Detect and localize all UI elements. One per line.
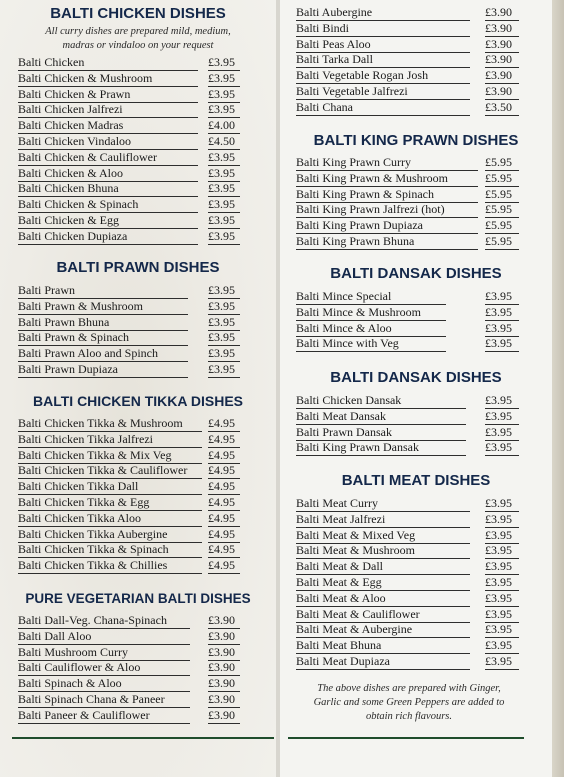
menu-item <box>0 708 276 724</box>
menu-item-name: Balti Chana <box>296 100 470 116</box>
menu-item-name: Balti Meat & Dall <box>296 559 470 575</box>
menu-item-name: Balti Chicken Bhuna <box>18 181 198 197</box>
menu-item <box>280 638 552 654</box>
menu-item-name: Balti Prawn <box>18 283 188 299</box>
section-title: BALTI DANSAK DISHES <box>330 369 502 386</box>
menu-item-price: £4.95 <box>208 416 240 432</box>
bottom-rule <box>288 737 524 739</box>
menu-item-price: £4.95 <box>208 479 240 495</box>
menu-item-name: Balti Meat & Mushroom <box>296 543 470 559</box>
bottom-rule <box>12 737 274 739</box>
menu-item-price: £3.95 <box>208 55 240 71</box>
menu-item-name: Balti Meat & Mixed Veg <box>296 528 470 544</box>
menu-item-price: £4.00 <box>208 118 240 134</box>
menu-item-name: Balti Cauliflower & Aloo <box>18 660 190 676</box>
menu-item-name: Balti Vegetable Jalfrezi <box>296 84 470 100</box>
menu-item-name: Balti Chicken Tikka Aubergine <box>18 527 202 543</box>
menu-item-price: £3.95 <box>485 393 519 409</box>
menu-item-name: Balti Meat & Egg <box>296 575 470 591</box>
menu-item-name: Balti Chicken Dupiaza <box>18 229 198 245</box>
menu-item-name: Balti Chicken Tikka & Egg <box>18 495 202 511</box>
menu-item-name: Balti Bindi <box>296 21 470 37</box>
menu-item <box>280 622 552 638</box>
menu-item-price: £4.95 <box>208 527 240 543</box>
menu-item-price: £3.95 <box>485 512 519 528</box>
menu-item-price: £3.95 <box>208 102 240 118</box>
menu-item-price: £3.95 <box>208 299 240 315</box>
menu-item-name: Balti Mince & Aloo <box>296 321 446 337</box>
menu-item-price: £3.50 <box>485 100 519 116</box>
menu-item <box>0 613 276 629</box>
menu-item-price: £3.90 <box>208 676 240 692</box>
section-title: BALTI DANSAK DISHES <box>330 265 502 282</box>
menu-item-name: Balti Chicken Madras <box>18 118 198 134</box>
menu-item-name: Balti Meat Bhuna <box>296 638 470 654</box>
menu-item-price: £5.95 <box>485 155 519 171</box>
menu-item-price: £3.95 <box>208 150 240 166</box>
menu-item-name: Balti Prawn & Mushroom <box>18 299 188 315</box>
menu-item-price: £3.95 <box>485 289 519 305</box>
pure-vegetarian-list <box>0 0 276 777</box>
menu-item-price: £3.90 <box>485 37 519 53</box>
menu-item-price: £5.95 <box>485 218 519 234</box>
menu-item-name: Balti Prawn Dansak <box>296 425 466 441</box>
menu-item-name: Balti Mince with Veg <box>296 336 446 352</box>
menu-item-name: Balti Chicken & Prawn <box>18 87 198 103</box>
menu-item <box>0 660 276 676</box>
menu-item-price: £3.95 <box>485 425 519 441</box>
menu-item-price: £5.95 <box>485 202 519 218</box>
menu-item-name: Balti Chicken Tikka & Cauliflower <box>18 463 202 479</box>
menu-item-name: Balti Spinach & Aloo <box>18 676 190 692</box>
menu-item-name: Balti Meat Dansak <box>296 409 466 425</box>
menu-item-price: £3.95 <box>208 283 240 299</box>
menu-item-name: Balti King Prawn Curry <box>296 155 478 171</box>
menu-item-name: Balti Vegetable Rogan Josh <box>296 68 470 84</box>
menu-item-price: £3.90 <box>208 613 240 629</box>
menu-item-name: Balti Meat Curry <box>296 496 470 512</box>
menu-item-name: Balti Paneer & Cauliflower <box>18 708 190 724</box>
menu-item-name: Balti Meat & Aloo <box>296 591 470 607</box>
menu-item-name: Balti Spinach Chana & Paneer <box>18 692 190 708</box>
menu-item-price: £3.95 <box>485 575 519 591</box>
menu-item-name: Balti Chicken <box>18 55 198 71</box>
menu-item-price: £3.95 <box>208 362 240 378</box>
menu-item-price: £5.95 <box>485 171 519 187</box>
menu-item-name: Balti King Prawn & Mushroom <box>296 171 478 187</box>
menu-item-price: £5.95 <box>485 187 519 203</box>
menu-item <box>280 496 552 512</box>
section-note: All curry dishes are prepared mild, medium, madras or vindaloo on your request <box>45 26 231 51</box>
menu-item-name: Balti Aubergine <box>296 5 470 21</box>
menu-item-name: Balti Meat & Aubergine <box>296 622 470 638</box>
menu-item-name: Balti Chicken Tikka & Mushroom <box>18 416 202 432</box>
menu-item-name: Balti Chicken Jalfrezi <box>18 102 198 118</box>
menu-item-name: Balti Chicken Tikka Jalfrezi <box>18 432 202 448</box>
menu-item <box>0 629 276 645</box>
menu-item-price: £3.95 <box>485 638 519 654</box>
section-title: BALTI CHICKEN TIKKA DISHES <box>33 393 243 409</box>
right-menu-page <box>280 0 552 777</box>
menu-item-price: £3.95 <box>208 166 240 182</box>
menu-item-name: Balti Chicken & Cauliflower <box>18 150 198 166</box>
menu-item-price: £3.95 <box>485 622 519 638</box>
menu-item-name: Balti King Prawn Jalfrezi (hot) <box>296 202 478 218</box>
menu-item-price: £3.95 <box>485 321 519 337</box>
menu-item-price: £3.90 <box>208 660 240 676</box>
menu-item <box>280 543 552 559</box>
menu-item-price: £4.95 <box>208 542 240 558</box>
menu-item-name: Balti Chicken Dansak <box>296 393 466 409</box>
menu-item <box>280 512 552 528</box>
menu-item <box>280 654 552 670</box>
section-title: BALTI KING PRAWN DISHES <box>313 132 519 149</box>
menu-item-price: £3.95 <box>208 229 240 245</box>
menu-item-name: Balti King Prawn Bhuna <box>296 234 478 250</box>
menu-item-name: Balti Chicken & Mushroom <box>18 71 198 87</box>
menu-item-price: £3.90 <box>485 52 519 68</box>
menu-item-price: £3.95 <box>485 543 519 559</box>
menu-item-name: Balti Prawn Aloo and Spinch <box>18 346 188 362</box>
menu-item-name: Balti King Prawn Dansak <box>296 440 466 456</box>
menu-item-name: Balti Chicken Tikka & Mix Veg <box>18 448 202 464</box>
menu-item-name: Balti Chicken & Aloo <box>18 166 198 182</box>
menu-item-price: £3.95 <box>208 197 240 213</box>
menu-item-price: £3.95 <box>208 181 240 197</box>
menu-item <box>0 692 276 708</box>
menu-item-price: £3.95 <box>208 330 240 346</box>
menu-item-price: £3.95 <box>485 409 519 425</box>
menu-item-price: £4.95 <box>208 558 240 574</box>
balti-meat-list <box>280 0 552 777</box>
menu-item-name: Balti Dall-Veg. Chana-Spinach <box>18 613 190 629</box>
menu-item-price: £3.95 <box>208 315 240 331</box>
page-edge <box>552 0 564 777</box>
menu-item <box>280 528 552 544</box>
menu-item <box>280 575 552 591</box>
menu-item-name: Balti Peas Aloo <box>296 37 470 53</box>
menu-item-name: Balti Prawn & Spinach <box>18 330 188 346</box>
menu-item <box>0 645 276 661</box>
menu-item-price: £4.95 <box>208 463 240 479</box>
menu-item-price: £4.95 <box>208 432 240 448</box>
menu-item-name: Balti Prawn Dupiaza <box>18 362 188 378</box>
menu-item-price: £3.95 <box>485 654 519 670</box>
section-title: BALTI PRAWN DISHES <box>56 259 220 276</box>
menu-item-name: Balti Meat & Cauliflower <box>296 607 470 623</box>
menu-item-name: Balti Chicken Tikka & Chillies <box>18 558 202 574</box>
menu-item-price: £3.95 <box>485 305 519 321</box>
menu-item-name: Balti Mince Special <box>296 289 446 305</box>
menu-item-name: Balti Meat Jalfrezi <box>296 512 470 528</box>
menu-item-price: £3.95 <box>485 607 519 623</box>
menu-item-price: £3.90 <box>485 5 519 21</box>
menu-item-price: £3.95 <box>485 559 519 575</box>
menu-item-name: Balti Mushroom Curry <box>18 645 190 661</box>
section-title: PURE VEGETARIAN BALTI DISHES <box>25 591 251 606</box>
menu-item-name: Balti Chicken Tikka Aloo <box>18 511 202 527</box>
menu-item-price: £4.95 <box>208 511 240 527</box>
menu-item <box>0 676 276 692</box>
menu-item-name: Balti Chicken & Egg <box>18 213 198 229</box>
menu-item-price: £3.90 <box>208 629 240 645</box>
menu-item-price: £3.90 <box>485 21 519 37</box>
menu-item-price: £3.90 <box>208 645 240 661</box>
menu-item-name: Balti Dall Aloo <box>18 629 190 645</box>
menu-item-name: Balti Tarka Dall <box>296 52 470 68</box>
preparation-note: The above dishes are prepared with Ginger, Garlic and some Green Peppers are added to obtain rich flavours. <box>313 683 505 722</box>
menu-item-price: £4.95 <box>208 448 240 464</box>
menu-item-price: £3.95 <box>485 440 519 456</box>
menu-item-price: £3.95 <box>208 213 240 229</box>
menu-item-name: Balti Chicken Vindaloo <box>18 134 198 150</box>
menu-item-price: £3.95 <box>485 591 519 607</box>
menu-item-price: £3.95 <box>485 336 519 352</box>
menu-item-name: Balti King Prawn Dupiaza <box>296 218 478 234</box>
menu-item-price: £3.95 <box>208 346 240 362</box>
section-title: BALTI MEAT DISHES <box>341 472 491 489</box>
menu-item-price: £3.95 <box>208 87 240 103</box>
menu-item-name: Balti Chicken & Spinach <box>18 197 198 213</box>
menu-item-name: Balti Mince & Mushroom <box>296 305 446 321</box>
menu-item-price: £3.90 <box>485 84 519 100</box>
menu-item-price: £4.50 <box>208 134 240 150</box>
menu-item <box>280 559 552 575</box>
section-title: BALTI CHICKEN DISHES <box>50 5 226 22</box>
menu-item <box>280 591 552 607</box>
left-menu-page <box>0 0 276 777</box>
menu-item-name: Balti Chicken Tikka Dall <box>18 479 202 495</box>
menu-item-name: Balti Meat Dupiaza <box>296 654 470 670</box>
menu-item-price: £5.95 <box>485 234 519 250</box>
menu-item-name: Balti King Prawn & Spinach <box>296 187 478 203</box>
menu-item-price: £3.95 <box>208 71 240 87</box>
menu-item-price: £3.90 <box>208 692 240 708</box>
menu-item <box>280 607 552 623</box>
menu-item-price: £3.95 <box>485 496 519 512</box>
menu-item-price: £3.90 <box>208 708 240 724</box>
menu-item-price: £3.90 <box>485 68 519 84</box>
menu-item-name: Balti Prawn Bhuna <box>18 315 188 331</box>
menu-item-price: £3.95 <box>485 528 519 544</box>
menu-item-price: £4.95 <box>208 495 240 511</box>
menu-item-name: Balti Chicken Tikka & Spinach <box>18 542 202 558</box>
